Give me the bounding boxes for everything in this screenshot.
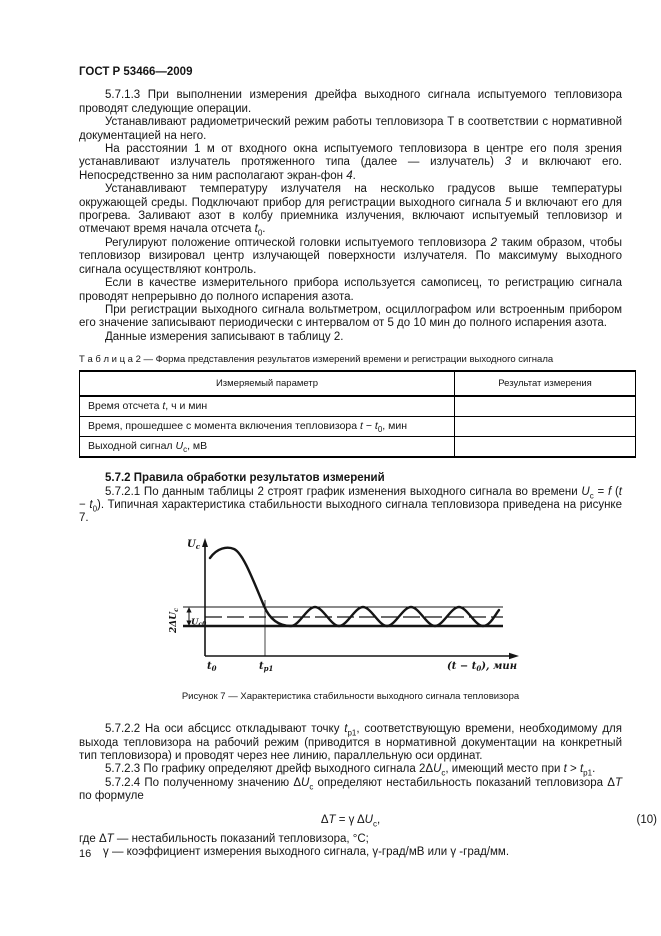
page-number: 16 — [79, 848, 92, 860]
paragraph-recorder: Если в качестве измерительного прибора используется самописец, то регистрацию сигнала проводят непрерывно до полного испарения азота. — [79, 277, 622, 303]
where-line-gamma: γ — коэффициент измерения выходного сигнала, γ-град/мВ или γ -град/мм. — [103, 846, 510, 859]
formula-number: (10) — [636, 813, 657, 826]
paragraph-5721: 5.7.2.1 По данным таблицы 2 строят график изменения выходного сигнала во времени $U_с = f$ $(t - t_0)$. Типичная характеристика стабильности выходного сигнала тепловизора приведена на рисунке 7. — [79, 485, 622, 525]
table-cell-result — [455, 396, 636, 417]
table-cell-parameter: Выходной сигнал $U_с$, мВ — [80, 437, 455, 458]
formula-body: ΔT = γ $\Delta U_с$, — [320, 813, 381, 828]
table-cell-parameter: Время, прошедшее с момента включения тепловизора $t - t_0$, мин — [80, 417, 455, 437]
paragraph-radiometric-mode: Устанавливают радиометрический режим работы тепловизора Т в соответствии с нормативной документацией на него. — [79, 116, 622, 142]
table-cell-parameter: Время отсчета t, ч и мин — [80, 396, 455, 417]
origin-tick-label: $t_0$ — [207, 660, 217, 673]
band-label: $2\Delta U_с$ — [169, 607, 180, 633]
table-2 — [79, 370, 636, 458]
paragraph-temperature-setup: Устанавливают температуру излучателя на несколько градусов выше температуры окружающей среды. Подключают прибор для регистрации выходного сигнала 5 и включают его для прогрева. Заливают азот в колбу приемника излучения, включают испытуемый тепловизор и отмечают время начала отсчета $t_0$. — [79, 183, 623, 238]
section-heading-572: 5.7.2 Правила обработки результатов измерений — [105, 472, 385, 485]
paragraph-voltmeter: При регистрации выходного сигнала вольтметром, осциллографом или встроенным прибором его значение записывают периодически с интервалом от 5 до 10 мин до полного испарения азота. — [79, 303, 622, 330]
column-header-result: Результат измерения — [455, 371, 636, 396]
table-cell-result — [455, 437, 636, 458]
figure-7-caption: Рисунок 7 — Характеристика стабильности выходного сигнала тепловизора — [181, 691, 520, 703]
paragraph-optical-head: Регулируют положение оптической головки испытуемого тепловизора 2 таким образом, чтобы тепловизор визировал центр излучающей поверхности излучателя. По максимуму выходного сигнала осуществляют контроль. — [79, 236, 622, 276]
table-2-caption: Т а б л и ц а 2 — Форма представления результатов измерений времени и регистрации выходного сигнала — [79, 354, 554, 366]
paragraph-5724: 5.7.2.4 По полученному значению $\Delta U_с$ определяют нестабильность показаний тепловизора ΔT по формуле — [79, 776, 622, 803]
signal-curve — [210, 547, 499, 625]
paragraph-write-to-table: Данные измерения записывают в таблицу 2. — [105, 330, 344, 343]
tp1-tick-label: $t_{р1}$ — [259, 660, 274, 673]
y-axis-label: $U_с$ — [187, 538, 200, 551]
band-dimension-arrow-up — [186, 607, 191, 613]
x-axis-label: $(t - t_0)$, мин — [447, 660, 517, 673]
x-axis-arrowhead — [509, 653, 519, 659]
steady-level-label: Uс0 — [191, 617, 207, 628]
table-row — [80, 396, 636, 417]
formula-10 — [79, 813, 657, 828]
figure-7 — [163, 536, 533, 682]
paragraph-5722: 5.7.2.2 На оси абсцисс откладывают точку $t_{р1}$, соответствующую времени, необходимому для выхода тепловизора на рабочий режим (приводится в нормативной документации на конкретный тип тепловизора) и проводят через нее линию, параллельную оси ординат. — [79, 723, 622, 762]
table-cell-result — [455, 417, 636, 437]
table-header-row — [80, 371, 636, 396]
column-header-parameter: Измеряемый параметр — [80, 371, 455, 396]
table-row — [80, 417, 636, 437]
paragraph-5723: 5.7.2.3 По графику определяют дрейф выходного сигнала $2\Delta U_с$, имеющий место при $t > t_{р1}$. — [105, 763, 596, 778]
table-row — [80, 437, 636, 458]
document-header: ГОСТ Р 53466—2009 — [79, 66, 193, 78]
where-line-dT: где ΔT — нестабильность показаний тепловизора, °С; — [79, 833, 369, 845]
y-axis-arrowhead — [202, 538, 208, 547]
figure-7-graph — [163, 536, 533, 678]
paragraph-emitter-setup: На расстоянии 1 м от входного окна испытуемого тепловизора в центре его поля зрения устанавливают излучатель протяженного типа (далее — излучатель) 3 и включают его. Непосредственно за ним располагают экран-фон 4. — [79, 143, 622, 182]
paragraph-5713: 5.7.1.3 При выполнении измерения дрейфа выходного сигнала испытуемого тепловизора проводят следующие операции. — [79, 89, 622, 115]
